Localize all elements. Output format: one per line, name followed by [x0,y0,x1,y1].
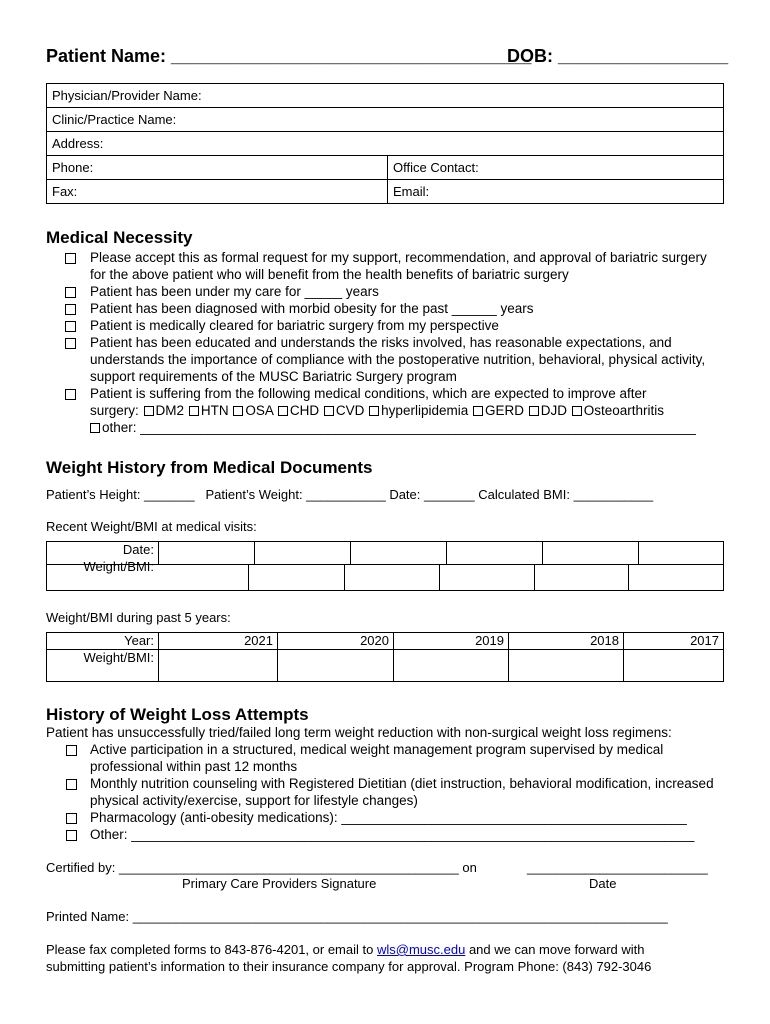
other-condition-field[interactable]: other: __________________________________________________________________________ [102,420,696,435]
footer-line-2: submitting patient’s information to their insurance company for approval. Program Phone: (843) 792-3046 [46,959,652,974]
email-link[interactable]: wls@musc.edu [376,942,466,957]
weight-bmi-label: Weight/BMI: [47,650,159,682]
year-label: Year: [47,633,159,650]
recent-date-cell[interactable] [255,542,351,565]
recent-weight-label: Recent Weight/BMI at medical visits: [46,519,257,534]
year-cell: 2018 [509,633,624,650]
checkbox[interactable] [66,830,77,841]
year-cell: 2019 [394,633,509,650]
conditions-item: Patient is suffering from the following medical conditions, which are expected to improve after surgery: DM2 HTN OSA CHD CVD hyperlipidemia GERD DJD Osteoarthritis other: __________________________________________________________________________ [65,385,722,436]
certification-date-line[interactable]: _________________________ [527,860,708,875]
patient-measures-line[interactable]: Patient’s Height: _______ Patient’s Weight: ___________ Date: _______ Calculated BMI: ___________ [46,487,654,502]
checkbox-htn[interactable] [189,406,199,416]
past5-weight-label: Weight/BMI during past 5 years: [46,610,231,625]
weight-bmi-cell[interactable] [394,650,509,682]
patient-name-line: Patient Name: ____________________________________ [46,46,532,66]
weight-loss-item: Monthly nutrition counseling with Registered Dietitian (diet instruction, behavioral modification, increased physical activity/exercise, support for lifestyle changes) [66,775,730,809]
weight-bmi-cell[interactable] [509,650,624,682]
checkbox-osa[interactable] [233,406,243,416]
recent-date-cell[interactable] [639,542,724,565]
year-cell: 2021 [159,633,278,650]
checkbox[interactable] [66,745,77,756]
date-label: Date: [122,542,154,557]
office-contact-field[interactable]: Office Contact: [388,156,724,180]
weight-bmi-cell[interactable] [278,650,394,682]
weight-bmi-cell[interactable] [624,650,724,682]
medical-necessity-title: Medical Necessity [46,228,193,247]
recent-date-cell[interactable] [543,542,639,565]
clinic-field[interactable]: Clinic/Practice Name: [47,108,724,132]
signature-label: Primary Care Providers Signature [182,876,377,891]
necessity-item: Please accept this as formal request for my support, recommendation, and approval of bariatric surgery for the above patient who will benefit from the health benefits of bariatric surgery [65,249,722,283]
checkbox-djd[interactable] [529,406,539,416]
phone-field[interactable]: Phone: [47,156,388,180]
necessity-item: Patient is medically cleared for bariatric surgery from my perspective [65,317,722,334]
checkbox[interactable] [66,779,77,790]
checkbox-osteoarthritis[interactable] [572,406,582,416]
checkbox-dm2[interactable] [144,406,154,416]
printed-name-line[interactable]: Printed Name: __________________________________________________________________________ [46,909,668,924]
weight-bmi-cell[interactable] [159,650,278,682]
recent-weight-row[interactable] [46,565,724,591]
necessity-item: Patient has been under my care for _____ years [65,283,722,300]
address-field[interactable]: Address: [47,132,724,156]
year-cell: 2020 [278,633,394,650]
weight-loss-title: History of Weight Loss Attempts [46,705,309,724]
email-field[interactable]: Email: [388,180,724,204]
footer-line-1: Please fax completed forms to 843-876-4201, or email to wls@musc.edu and we can move forward with [46,942,645,957]
date-label: Date [589,876,617,891]
checkbox[interactable] [65,253,76,264]
physician-field[interactable]: Physician/Provider Name: [47,84,724,108]
checkbox-chd[interactable] [278,406,288,416]
provider-info-table [46,83,724,204]
year-cell: 2017 [624,633,724,650]
past5-weight-table [46,632,724,682]
weight-bmi-label: Weight/BMI: [83,559,154,574]
checkbox[interactable] [65,321,76,332]
necessity-item: Patient has been diagnosed with morbid obesity for the past ______ years [65,300,722,317]
weight-history-title: Weight History from Medical Documents [46,458,373,477]
checkbox[interactable] [65,304,76,315]
weight-loss-item: Pharmacology (anti-obesity medications): ______________________________________________ [66,809,730,826]
recent-date-cell[interactable] [447,542,543,565]
checkbox[interactable] [65,338,76,349]
dob-line: DOB: _________________ [507,46,729,66]
weight-loss-intro: Patient has unsuccessfully tried/failed long term weight reduction with non-surgical weight loss regimens: [46,725,672,740]
recent-date-cell[interactable] [351,542,447,565]
certified-by-line[interactable]: Certified by: _______________________________________________ on [46,860,477,875]
checkbox-cvd[interactable] [324,406,334,416]
checkbox[interactable] [66,813,77,824]
necessity-item: Patient has been educated and understands the risks involved, has reasonable expectations, and understands the importance of compliance with the postoperative nutrition, behavioral, physical activity, support requirements of the MUSC Bariatric Surgery program [65,334,722,385]
checkbox[interactable] [65,389,76,400]
checkbox-gerd[interactable] [473,406,483,416]
weight-loss-item: Active participation in a structured, medical weight management program supervised by medical professional within past 12 months [66,741,730,775]
weight-loss-item: Other: ___________________________________________________________________________ [66,826,730,843]
recent-date-cell[interactable] [159,542,255,565]
checkbox[interactable] [65,287,76,298]
fax-field[interactable]: Fax: [47,180,388,204]
checkbox-hyperlipidemia[interactable] [369,406,379,416]
checkbox-other[interactable] [90,423,100,433]
